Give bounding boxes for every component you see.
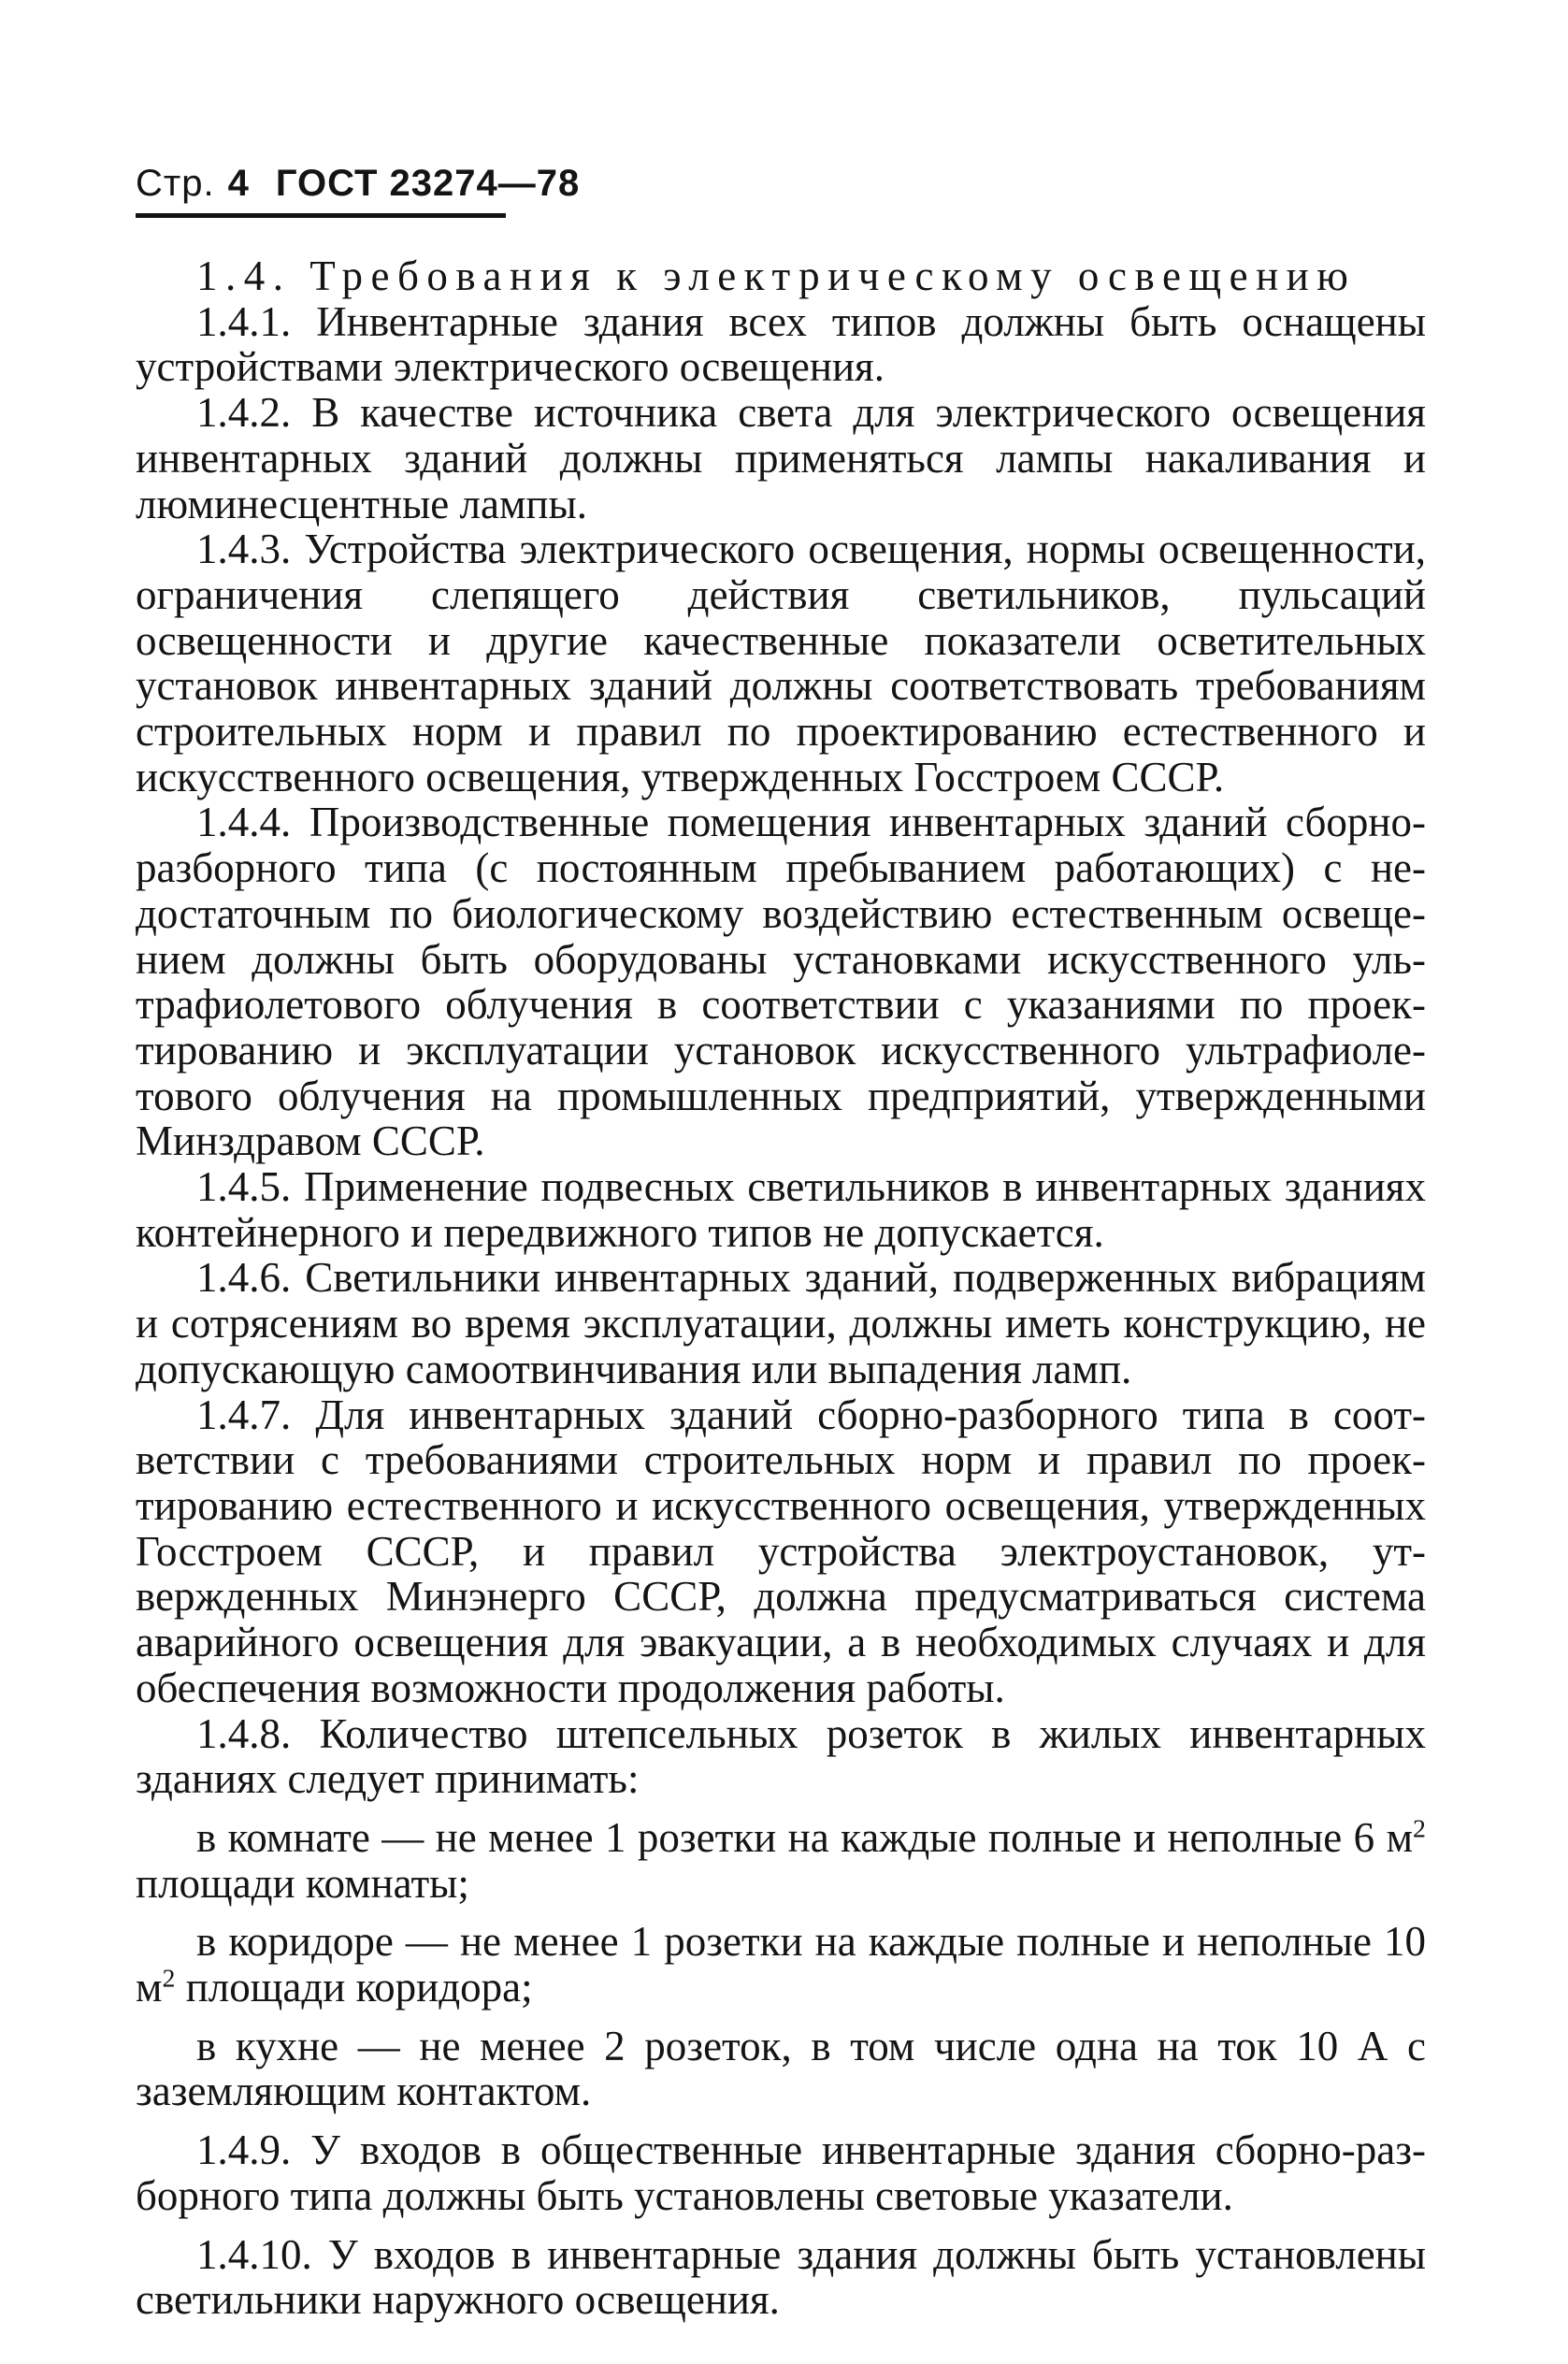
- clause-1-4-1: 1.4.1. Инвентарные здания всех типов должны быть оснащены устройствами электрического освещения.: [136, 297, 1426, 391]
- standard-code: ГОСТ 23274—78: [275, 163, 581, 204]
- running-header: [136, 159, 1426, 208]
- document-page: [136, 159, 1426, 2323]
- section-title: 1.4. Требования к электрическому освещению: [196, 252, 1357, 299]
- clause-1-4-9: 1.4.9. У входов в общественные инвентарные здания сборно-разборного типа должны быть установлены световые указатели.: [136, 2126, 1426, 2219]
- clause-1-4-2: 1.4.2. В качестве источника света для электрического освещения инвентарных зданий должны применяться лампы накаливания и люминесцентные лампы.: [136, 389, 1426, 527]
- clause-1-4-10: 1.4.10. У входов в инвентарные здания должны быть установлены светильники наружного освещения.: [136, 2230, 1426, 2324]
- clause-1-4-3: 1.4.3. Устройства электрического освещения, нормы освещенности, ограничения слепящего действия светильников, пульсаций освещенности и другие качественные показатели осветительных установок инвентарных зданий должны соответствовать требованиям строительных норм и правил по проектированию естественного и искусственного освещения, утвержденных Госстроем СССР.: [136, 526, 1426, 800]
- clause-1-4-4: 1.4.4. Производственные помещения инвентарных зданий сборно-разборного типа (с постоянным пребыванием работающих) с недостаточным по биологическому воздействию естественным освещением должны быть оборудованы установками искусственного ультрафиолетового облучения в соответствии с указаниями по проектированию и эксплуатации установок искусственного ультрафиолетового облучения на промышленных предприятий, утвержденными Минздравом СССР.: [136, 799, 1426, 1165]
- document-body: [136, 253, 1426, 2323]
- page-prefix: Стр.: [136, 163, 215, 204]
- clause-1-4-6: 1.4.6. Светильники инвентарных зданий, подверженных вибрациям и сотрясениям во время эксплуатации, должны иметь конструкцию, не допускающую самоотвинчивания или выпадения ламп.: [136, 1254, 1426, 1392]
- clause-1-4-7: 1.4.7. Для инвентарных зданий сборно-разборного типа в соответствии с требованиями строительных норм и правил по проектированию естественного и искусственного освещения, утвержденных Госстроем СССР, и правил устройства электроустановок, утвержденных Минэнерго СССР, должна предусматриваться система аварийного освещения для эвакуации, а в необходимых случаях и для обеспечения возможности продолжения работы.: [136, 1391, 1426, 1711]
- outlet-rule-kitchen: в кухне — не менее 2 розеток, в том числе одна на ток 10 А с заземляющим контактом.: [136, 2022, 1426, 2115]
- outlet-rule-corridor: в коридоре — не менее 1 розетки на каждые полные и неполные 10 $м^2$ площади коридора;: [136, 1918, 1426, 2011]
- clause-1-4-8: 1.4.8. Количество штепсельных розеток в жилых инвентарных зданиях следует принимать:: [136, 1709, 1426, 1803]
- clause-1-4-5: 1.4.5. Применение подвесных светильников в инвентарных зданиях контейнерного и передвижного типов не допускается.: [136, 1163, 1426, 1256]
- page-number: 4: [227, 163, 250, 204]
- header-rule: [136, 213, 506, 218]
- outlet-rule-room: в комнате — не менее 1 розетки на каждые полные и неполные 6 $м^2$ площади комнаты;: [136, 1813, 1426, 1907]
